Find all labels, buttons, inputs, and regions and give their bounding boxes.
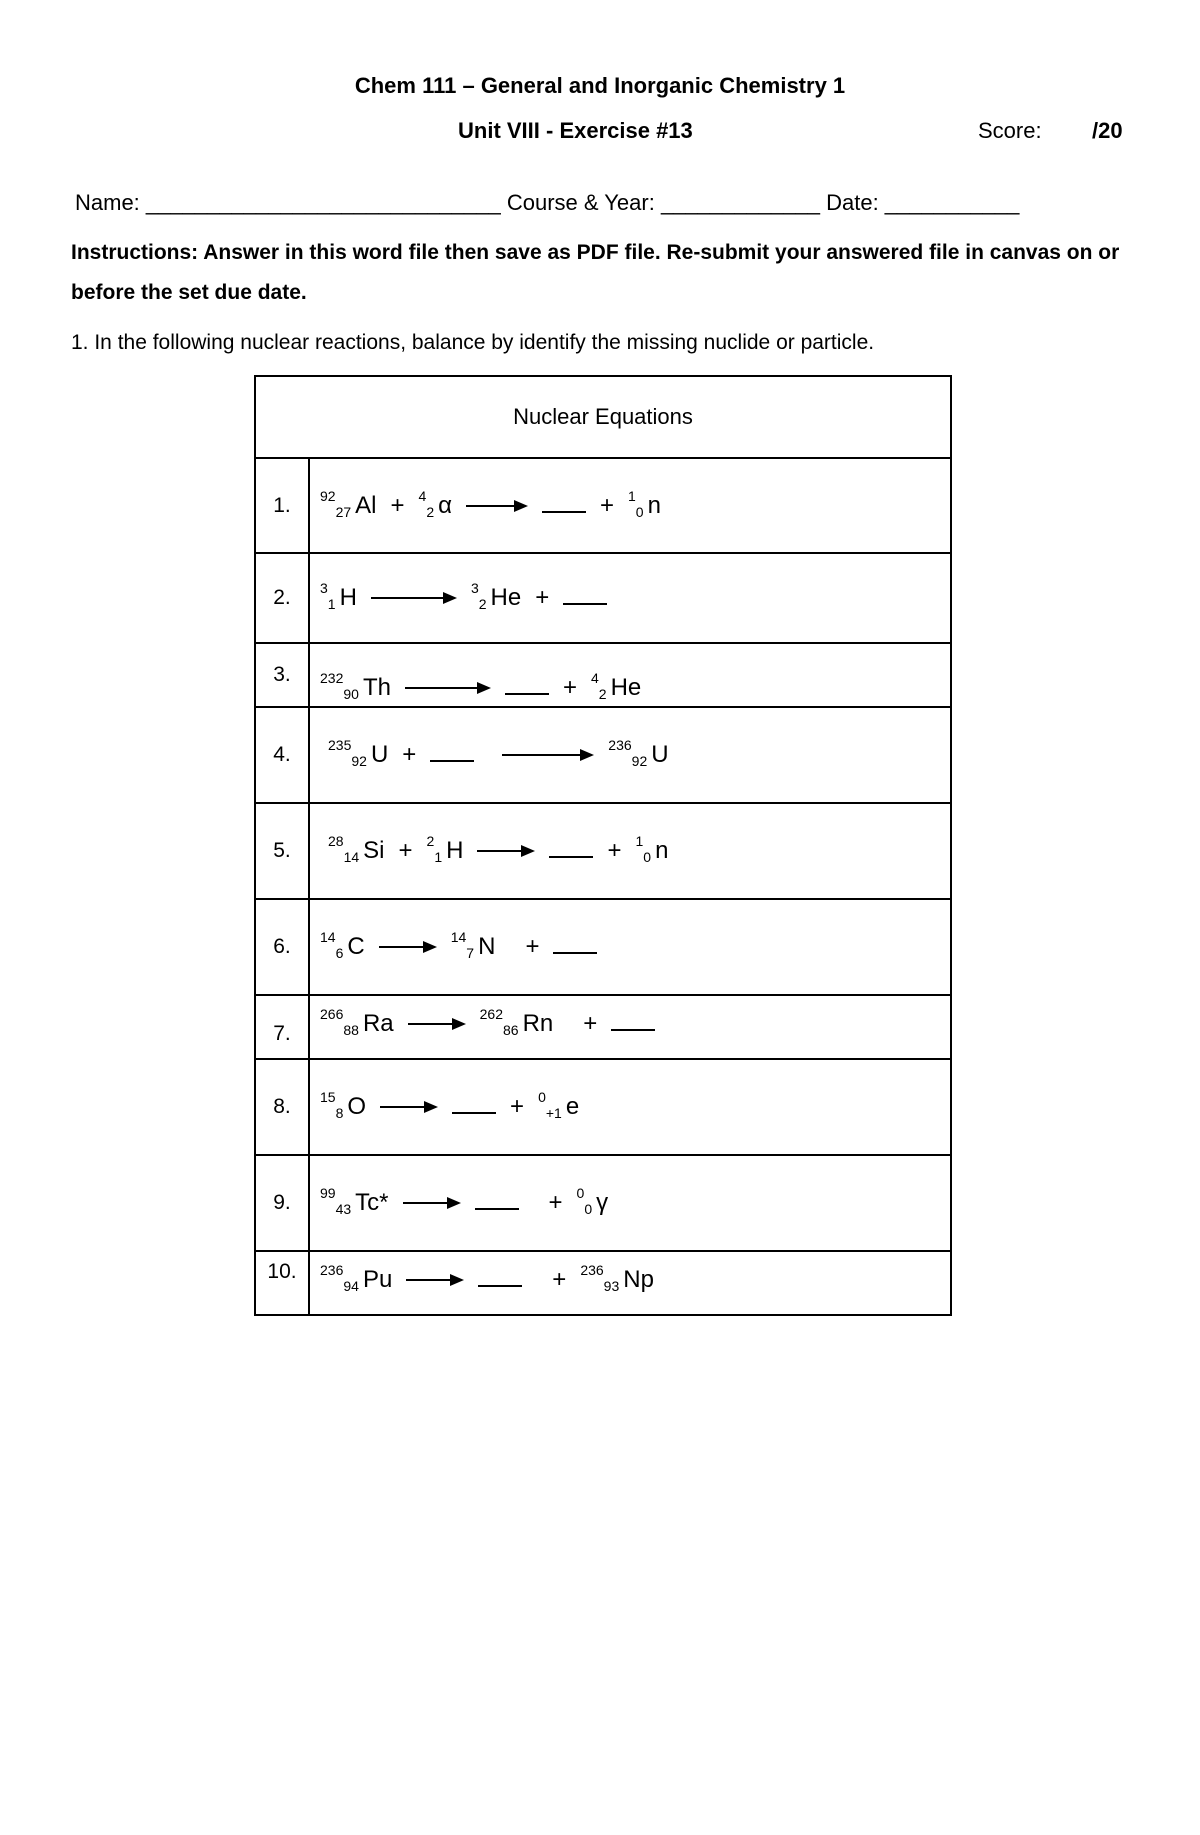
reactant-nuclide: 3 1 H xyxy=(320,580,357,612)
answer-blank[interactable] xyxy=(452,1094,496,1114)
plus-sign: + xyxy=(525,933,540,960)
reactant-nuclide: 235 92 U xyxy=(328,737,389,769)
arrow-icon xyxy=(379,940,437,954)
equation-cell xyxy=(309,707,951,803)
equation-cell xyxy=(309,458,951,553)
plus-sign: + xyxy=(552,1266,567,1293)
student-info-line: Name: _____________________________ Course & Year: _____________ Date: ___________ xyxy=(75,190,1020,215)
arrow-icon xyxy=(466,499,528,513)
score-label: Score: xyxy=(978,118,1042,143)
arrow-icon xyxy=(403,1196,461,1210)
arrow-icon xyxy=(408,1017,466,1031)
plus-sign: + xyxy=(390,491,405,519)
product-nuclide: 14 7 N xyxy=(450,929,496,961)
product-nuclide: 236 92 U xyxy=(608,737,669,769)
row-number: 4. xyxy=(255,707,309,803)
equation-cell xyxy=(309,995,951,1059)
product-nuclide: 3 2 He xyxy=(470,580,522,612)
table-header: Nuclear Equations xyxy=(255,376,951,458)
table-row xyxy=(255,899,951,995)
reactant-nuclide: 15 8 O xyxy=(320,1089,367,1121)
course-title: Chem 111 – General and Inorganic Chemistry 1 xyxy=(354,73,846,98)
table-row xyxy=(255,1059,951,1155)
answer-blank[interactable] xyxy=(563,585,607,605)
product-particle: 0 +1 e xyxy=(538,1089,580,1121)
arrow-icon xyxy=(477,844,535,858)
table-row xyxy=(255,643,951,707)
reactant-nuclide: 236 94 Pu xyxy=(320,1262,393,1294)
score-value: /20 xyxy=(1092,118,1123,143)
plus-sign: + xyxy=(510,1093,525,1120)
arrow-icon xyxy=(405,681,491,695)
reactant-nuclide: 92 27 Al xyxy=(320,487,377,520)
equation-cell xyxy=(309,899,951,995)
row-number: 5. xyxy=(255,803,309,899)
question-prompt: 1. In the following nuclear reactions, balance by identify the missing nuclide or particle. xyxy=(71,331,875,354)
table-row xyxy=(255,995,951,1059)
equation-cell xyxy=(309,1155,951,1251)
equation-cell xyxy=(309,643,951,707)
plus-sign: + xyxy=(583,1010,598,1037)
plus-sign: + xyxy=(548,1189,563,1216)
arrow-icon xyxy=(371,591,457,605)
product-nuclide: 262 86 Rn xyxy=(479,1006,554,1038)
row-number: 2. xyxy=(255,553,309,643)
row-number: 6. xyxy=(255,899,309,995)
arrow-icon xyxy=(502,748,594,762)
reactant-nuclide: 28 14 Si xyxy=(328,833,385,865)
product-nuclide: 1 0 n xyxy=(628,487,661,520)
arrow-icon xyxy=(380,1100,438,1114)
answer-blank[interactable] xyxy=(542,493,586,513)
equation-cell xyxy=(309,803,951,899)
product-nuclide: 236 93 Np xyxy=(580,1262,654,1294)
table-row xyxy=(255,458,951,553)
row-number: 9. xyxy=(255,1155,309,1251)
reactant-nuclide: 266 88 Ra xyxy=(320,1006,394,1038)
equation-cell xyxy=(309,1251,951,1315)
table-row xyxy=(255,1155,951,1251)
plus-sign: + xyxy=(398,837,413,864)
product-particle: 0 0 γ xyxy=(576,1185,609,1217)
reactant-nuclide: 2 1 H xyxy=(426,833,464,865)
instructions: Instructions: Answer in this word file then save as PDF file. Re-submit your answered file in canvas on or before the set due date. xyxy=(71,241,1120,304)
answer-blank[interactable] xyxy=(475,1190,519,1210)
reactant-nuclide: 4 2 α xyxy=(418,487,452,520)
row-number: 8. xyxy=(255,1059,309,1155)
answer-blank[interactable] xyxy=(478,1267,522,1287)
plus-sign: + xyxy=(607,837,622,864)
answer-blank[interactable] xyxy=(549,838,593,858)
row-number: 1. xyxy=(255,458,309,553)
product-nuclide: 1 0 n xyxy=(635,833,669,865)
answer-blank[interactable] xyxy=(553,934,597,954)
answer-blank[interactable] xyxy=(505,675,549,695)
exercise-title: Unit VIII - Exercise #13 xyxy=(458,118,693,143)
reactant-nuclide: 99 43 Tc* xyxy=(320,1185,389,1217)
answer-blank[interactable] xyxy=(430,742,474,762)
row-number: 3. xyxy=(255,643,309,707)
equation-cell xyxy=(309,1059,951,1155)
reactant-nuclide: 232 90 Th xyxy=(320,670,391,702)
table-row xyxy=(255,553,951,643)
table-row xyxy=(255,707,951,803)
reactant-nuclide: 14 6 C xyxy=(320,929,365,961)
plus-sign: + xyxy=(562,674,577,701)
plus-sign: + xyxy=(535,584,550,611)
nuclear-equations-table xyxy=(254,375,952,1316)
equation-cell xyxy=(309,553,951,643)
answer-blank[interactable] xyxy=(611,1011,655,1031)
product-nuclide: 4 2 He xyxy=(590,670,642,702)
table-row xyxy=(255,1251,951,1315)
row-number: 10. xyxy=(255,1251,309,1315)
arrow-icon xyxy=(406,1273,464,1287)
plus-sign: + xyxy=(599,491,614,519)
plus-sign: + xyxy=(402,741,417,768)
table-row xyxy=(255,803,951,899)
row-number: 7. xyxy=(255,995,309,1059)
